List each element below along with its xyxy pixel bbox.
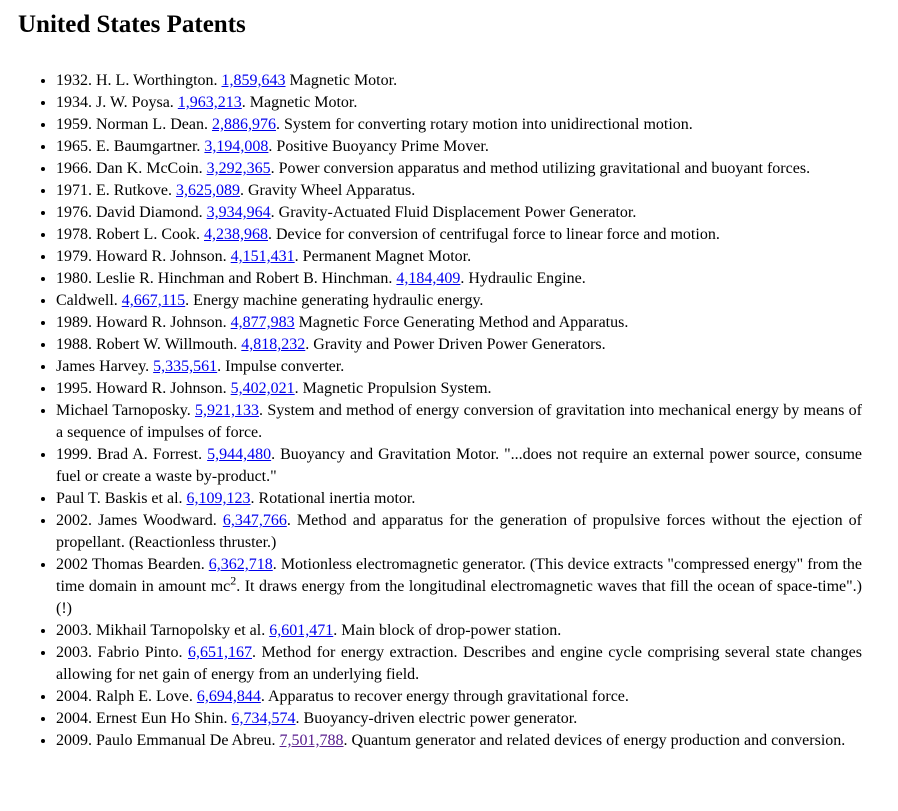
patent-inventor: 1965. E. Baumgartner. [56, 138, 205, 155]
patent-inventor: Caldwell. [56, 292, 122, 309]
patent-list-item [56, 378, 862, 400]
patent-number-link[interactable]: 6,734,574 [231, 710, 296, 727]
patent-description: . Method and apparatus for the generation of propulsive forces without the ejection of propellant. (Reactionless thruster.) [56, 512, 862, 551]
page-title: United States Patents [18, 11, 246, 38]
patent-inventor: 1966. Dan K. McCoin. [56, 160, 207, 177]
patent-number-link[interactable]: 2,886,976 [211, 116, 276, 133]
patent-description: . Magnetic Motor. [241, 94, 358, 111]
patent-inventor: 1989. Howard R. Johnson. [56, 314, 231, 331]
patent-description: . Rotational inertia motor. [250, 490, 416, 507]
patent-list-item [56, 620, 862, 642]
patent-inventor: 1999. Brad A. Forrest. [56, 446, 208, 463]
patent-description: . Power conversion apparatus and method utilizing gravitational and buoyant forces. [270, 160, 811, 177]
patent-list-item [56, 92, 862, 114]
patent-list-item [56, 444, 862, 488]
patent-description: . Buoyancy and Gravitation Motor. "...does not require an external power source, consume fuel or create a waste by-product." [56, 446, 862, 485]
patent-description: . Motionless electromagnetic generator. (This device extracts "compressed energy" from the time domain in amount mc [56, 556, 863, 595]
patent-number-link[interactable]: 4,238,968 [204, 226, 268, 243]
patent-list [18, 70, 862, 752]
patent-list-item [56, 642, 862, 686]
patent-description: . Device for conversion of centrifugal force to linear force and motion. [268, 226, 720, 243]
patent-inventor: 2003. Fabrio Pinto. [56, 644, 188, 661]
patent-number-link[interactable]: 6,694,844 [196, 688, 261, 705]
patent-inventor: 1976. David Diamond. [56, 204, 207, 221]
patent-list-item [56, 730, 862, 752]
patent-list-item [56, 488, 862, 510]
patent-list-item [56, 510, 862, 554]
patent-inventor: 2004. Ernest Eun Ho Shin. [56, 710, 232, 727]
patent-description: . Magnetic Propulsion System. [294, 380, 492, 397]
patent-number-link[interactable]: 6,347,766 [222, 512, 287, 529]
patent-description: . Permanent Magnet Motor. [294, 248, 472, 265]
patent-number-link[interactable]: 6,362,718 [208, 556, 273, 573]
patent-description: . Gravity Wheel Apparatus. [240, 182, 416, 199]
patent-list-item [56, 70, 862, 92]
patent-number-link[interactable]: 3,934,964 [206, 204, 271, 221]
patent-number-link[interactable]: 5,402,021 [230, 380, 295, 397]
patent-number-link[interactable]: 7,501,788 [279, 732, 344, 749]
patent-inventor: 1980. Leslie R. Hinchman and Robert B. Hinchman. [56, 270, 397, 287]
patent-list-item [56, 554, 862, 620]
patent-number-link[interactable]: 4,877,983 [230, 314, 295, 331]
patent-list-item [56, 312, 862, 334]
patent-list-item [56, 400, 862, 444]
patent-number-link[interactable]: 1,859,643 [221, 72, 286, 89]
patent-inventor: 1979. Howard R. Johnson. [56, 248, 231, 265]
patent-inventor: 2003. Mikhail Tarnopolsky et al. [56, 622, 270, 639]
patent-inventor: 2004. Ralph E. Love. [56, 688, 197, 705]
patent-list-item [56, 158, 862, 180]
patent-inventor: 1971. E. Rutkove. [56, 182, 176, 199]
patent-description: . Quantum generator and related devices of energy production and conversion. [343, 732, 846, 749]
patent-list-item [56, 686, 862, 708]
patent-description: . Gravity and Power Driven Power Generators. [305, 336, 606, 353]
patent-inventor: 1978. Robert L. Cook. [56, 226, 204, 243]
patent-list-item [56, 268, 862, 290]
patent-number-link[interactable]: 6,601,471 [269, 622, 334, 639]
patent-inventor: 1934. J. W. Poysa. [56, 94, 178, 111]
patent-list-item [56, 290, 862, 312]
patent-number-link[interactable]: 1,963,213 [177, 94, 242, 111]
patent-description: . Method for energy extraction. Describes and engine cycle comprising several state changes allowing for net gain of energy from an underlying field. [56, 644, 863, 683]
patent-number-link[interactable]: 4,667,115 [121, 292, 186, 309]
patent-list-item [56, 246, 862, 268]
patent-list-item [56, 136, 862, 158]
patent-description: . Energy machine generating hydraulic energy. [185, 292, 484, 309]
patent-list-item [56, 114, 862, 136]
patent-number-link[interactable]: 5,944,480 [207, 446, 272, 463]
patent-inventor: 2002 Thomas Bearden. [56, 556, 209, 573]
patent-number-link[interactable]: 5,921,133 [195, 402, 260, 419]
patent-inventor: 1959. Norman L. Dean. [56, 116, 212, 133]
patent-number-link[interactable]: 6,651,167 [187, 644, 252, 661]
patent-number-link[interactable]: 6,109,123 [186, 490, 251, 507]
superscript: 2 [230, 573, 237, 588]
patent-number-link[interactable]: 4,151,431 [230, 248, 295, 265]
patent-description: . Buoyancy-driven electric power generator. [295, 710, 578, 727]
patent-inventor: Michael Tarnoposky. [56, 402, 196, 419]
patent-list-item [56, 356, 862, 378]
patent-inventor: 2009. Paulo Emmanual De Abreu. [56, 732, 280, 749]
patent-number-link[interactable]: 5,335,561 [153, 358, 218, 375]
patent-description: . Gravity-Actuated Fluid Displacement Power Generator. [270, 204, 637, 221]
patent-inventor: 1995. Howard R. Johnson. [56, 380, 231, 397]
patent-description: . Hydraulic Engine. [460, 270, 586, 287]
patent-inventor: 2002. James Woodward. [56, 512, 223, 529]
patent-list-item [56, 708, 862, 730]
patent-number-link[interactable]: 3,194,008 [204, 138, 269, 155]
patent-inventor: 1988. Robert W. Willmouth. [56, 336, 242, 353]
patent-description: . System for converting rotary motion into unidirectional motion. [275, 116, 693, 133]
patent-inventor: James Harvey. [56, 358, 154, 375]
patent-description: . Impulse converter. [217, 358, 345, 375]
patent-inventor: Paul T. Baskis et al. [56, 490, 187, 507]
patent-description: . Main block of drop-power station. [333, 622, 562, 639]
patent-inventor: 1932. H. L. Worthington. [56, 72, 222, 89]
patent-list-item [56, 180, 862, 202]
patent-description: . System and method of energy conversion of gravitation into mechanical energy by means of a sequence of impulses of force. [56, 402, 863, 441]
patent-description: . Positive Buoyancy Prime Mover. [268, 138, 489, 155]
patent-description: Magnetic Motor. [285, 72, 398, 89]
patent-description: . Apparatus to recover energy through gravitational force. [260, 688, 629, 705]
patent-number-link[interactable]: 4,818,232 [241, 336, 306, 353]
patent-list-item [56, 224, 862, 246]
patent-number-link[interactable]: 3,292,365 [206, 160, 271, 177]
patent-list-item [56, 202, 862, 224]
patent-description: Magnetic Force Generating Method and Apparatus. [294, 314, 629, 331]
patent-number-link[interactable]: 3,625,089 [176, 182, 240, 199]
patent-list-item [56, 334, 862, 356]
patent-number-link[interactable]: 4,184,409 [396, 270, 461, 287]
patent-description-cont: . It draws energy from the longitudinal electromagnetic waves that fill the ocean of space-time".) (!) [56, 578, 862, 617]
